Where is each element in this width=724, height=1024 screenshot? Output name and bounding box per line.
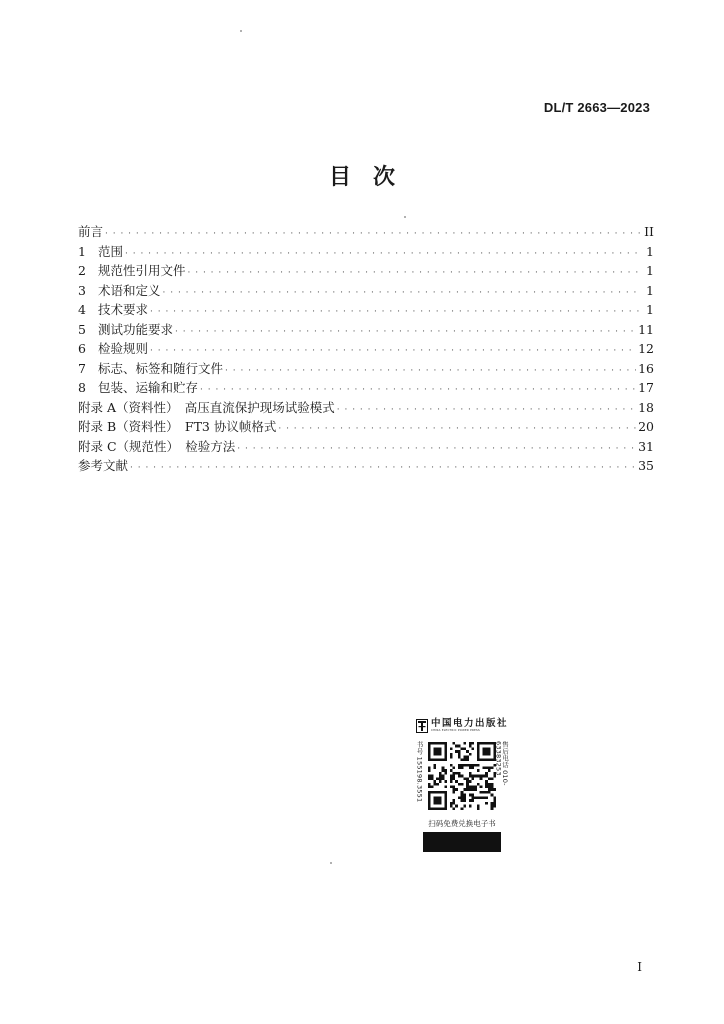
toc-entry-page: 1 — [646, 263, 654, 278]
toc-entry-page: 1 — [646, 243, 654, 259]
toc-entry[interactable] — [78, 339, 654, 359]
toc-entry-page: 18 — [638, 399, 654, 415]
toc-entry[interactable] — [78, 456, 654, 476]
publisher-name: 中国电力出版社 — [431, 718, 509, 730]
toc-entry-label: 附录 C（规范性） 检验方法 — [78, 438, 236, 454]
toc-entry[interactable] — [78, 437, 654, 457]
toc-entry-label: 检验规则 — [98, 341, 149, 356]
toc-entry-label: 附录 B（资料性） FT3 协议帧格式 — [78, 419, 277, 434]
toc-leader-dots — [237, 440, 636, 460]
toc-entry-number: 4 — [78, 302, 86, 317]
toc-entry[interactable] — [78, 359, 654, 379]
qr-card — [416, 717, 508, 849]
standard-code: DL/T 2663—2023 — [543, 100, 650, 115]
page-number: I — [637, 960, 642, 974]
qr-code-icon[interactable] — [428, 739, 496, 813]
toc-entry-page: 1 — [646, 282, 654, 298]
toc-entry-label: 测试功能要求 — [98, 321, 174, 337]
toc-entry[interactable] — [78, 320, 654, 340]
toc-entry[interactable] — [78, 378, 654, 398]
scratch-code-area[interactable] — [423, 832, 501, 852]
toc-entry[interactable] — [78, 222, 654, 242]
publisher-name-en: CHINA ELECTRIC POWER PRESS — [431, 728, 480, 732]
toc-entry[interactable] — [78, 242, 654, 262]
toc-entry-page: 31 — [638, 438, 654, 454]
toc-leader-dots — [105, 225, 640, 245]
toc-entry-page: 17 — [638, 380, 654, 395]
toc-entry[interactable] — [78, 417, 654, 437]
toc-leader-dots — [163, 284, 640, 304]
toc-leader-dots — [225, 362, 636, 382]
toc-entry-number: 3 — [78, 282, 86, 298]
toc-leader-dots — [337, 401, 636, 421]
toc-leader-dots — [125, 245, 640, 265]
toc-entry-page: 20 — [638, 419, 654, 434]
toc-leader-dots — [188, 264, 640, 284]
toc-entry-label: 技术要求 — [98, 302, 149, 317]
book-number: 书号 155198.3551 — [415, 741, 424, 803]
toc-leader-dots — [130, 459, 636, 479]
toc-entry-label: 前言 — [78, 224, 104, 239]
toc-entry-label: 包装、运输和贮存 — [98, 380, 199, 395]
toc-entry-label: 术语和定义 — [98, 282, 161, 298]
redeem-text: 扫码免费兑换电子书 — [428, 819, 496, 828]
toc-entry-number: 1 — [78, 243, 86, 259]
toc-entry-label: 标志、标签和随行文件 — [98, 360, 224, 376]
toc-entry-number: 7 — [78, 360, 86, 376]
toc-entry-page: 1 — [646, 302, 654, 317]
service-phone: 售后电话 010-63383253 — [494, 741, 509, 786]
toc-entry-number: 5 — [78, 321, 86, 337]
page-title: 目 次 — [328, 165, 395, 190]
publisher-header — [416, 717, 508, 735]
toc-entry-label: 范围 — [98, 243, 124, 259]
toc-entry-number: 2 — [78, 263, 86, 278]
toc-leader-dots — [150, 303, 640, 323]
table-of-contents — [78, 222, 654, 476]
toc-entry-page: 35 — [638, 458, 654, 473]
publisher-logo-icon — [416, 719, 428, 733]
toc-entry-number: 8 — [78, 380, 86, 395]
toc-entry[interactable] — [78, 398, 654, 418]
toc-entry-label: 附录 A（资料性） 高压直流保护现场试验模式 — [78, 399, 335, 415]
toc-leader-dots — [278, 420, 636, 440]
toc-entry-page: 12 — [638, 341, 654, 356]
scan-speck — [240, 30, 242, 32]
toc-leader-dots — [175, 323, 636, 343]
toc-entry-number: 6 — [78, 341, 86, 356]
toc-entry[interactable] — [78, 281, 654, 301]
toc-entry-label: 参考文献 — [78, 458, 129, 473]
toc-entry[interactable] — [78, 261, 654, 281]
toc-entry-label: 规范性引用文件 — [98, 263, 186, 278]
toc-entry-page: II — [644, 224, 654, 239]
scan-speck — [330, 862, 332, 864]
toc-entry[interactable] — [78, 300, 654, 320]
scan-speck — [404, 216, 406, 218]
toc-entry-page: 11 — [638, 321, 654, 337]
toc-entry-page: 16 — [638, 360, 654, 376]
